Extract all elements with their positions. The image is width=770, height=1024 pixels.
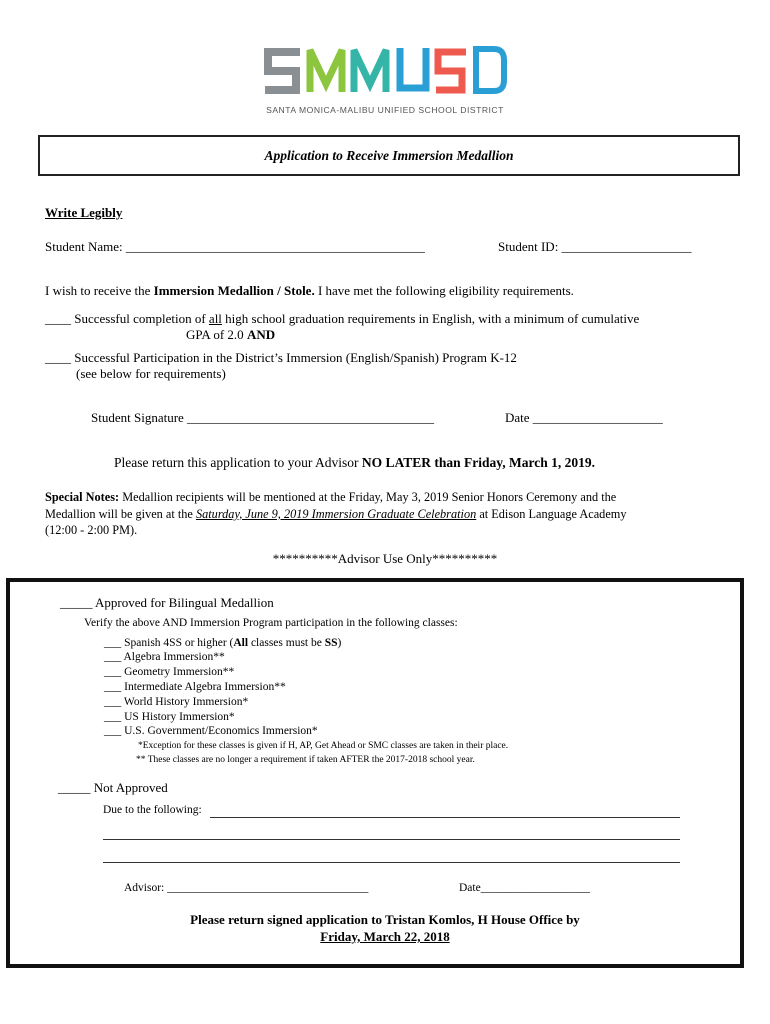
student-date-field[interactable]: Date ____________________ [505, 410, 663, 425]
class-item[interactable]: ___ Intermediate Algebra Immersion** [104, 681, 286, 693]
notes-line2-prefix: Medallion will be given at the [45, 507, 196, 521]
celebration-link[interactable]: Saturday, June 9, 2019 Immersion Graduate Celebration [195, 507, 477, 521]
due-to-label: Due to the following: [103, 804, 202, 816]
footnote-requirement: ** These classes are no longer a requirement if taken AFTER the 2017-2018 school year. [136, 755, 475, 765]
wish-bold: Immersion Medallion / Stole. [153, 283, 315, 298]
special-notes-line2 [45, 507, 627, 522]
requirement-2[interactable]: ____ Successful Participation in the District’s Immersion (English/Spanish) Program K-12 [45, 350, 517, 365]
district-logo [262, 44, 508, 119]
class-spanish-ss: SS [324, 637, 338, 649]
logo-letter-d [476, 49, 504, 91]
req1-underlined: all [208, 311, 222, 326]
notes-line2-suffix: at Edison Language Academy [476, 507, 627, 521]
document-title: Application to Receive Immersion Medallion [264, 147, 514, 163]
reason-line-2[interactable] [103, 839, 680, 840]
verify-instruction: Verify the above AND Immersion Program participation in the following classes: [84, 617, 458, 629]
class-item[interactable]: ___ U.S. Government/Economics Immersion* [104, 725, 318, 737]
smmusd-logo-mark [262, 44, 508, 102]
class-item[interactable]: ___ World History Immersion* [104, 696, 249, 708]
class-spanish-mid: classes must be [248, 637, 325, 649]
requirement-2-line2: (see below for requirements) [76, 366, 226, 381]
req1-suffix: high school graduation requirements in English, with a minimum of cumulative [221, 311, 640, 326]
class-item[interactable]: ___ Algebra Immersion** [104, 651, 225, 663]
class-item[interactable]: ___ Geometry Immersion** [104, 666, 235, 678]
requirement-1[interactable] [45, 311, 639, 327]
wish-statement [45, 283, 574, 299]
class-spanish-suffix: ) [337, 637, 342, 649]
class-spanish-prefix: ___ Spanish 4SS or higher ( [104, 637, 234, 649]
logo-letter-s [265, 52, 300, 90]
return-deadline: NO LATER than Friday, March 1, 2019. [361, 455, 595, 470]
logo-letter-m1 [310, 50, 342, 92]
req1-gpa: GPA of 2.0 [186, 327, 247, 342]
logo-letter-m2 [354, 50, 386, 92]
req1-prefix: ____ Successful completion of [45, 311, 209, 326]
special-notes-line3: (12:00 - 2:00 PM). [45, 523, 138, 537]
student-name-field[interactable]: Student Name: ______________________________________________ [45, 239, 425, 254]
not-approved-checkbox-line[interactable]: _____ Not Approved [58, 780, 168, 795]
final-deadline: Friday, March 22, 2018 [320, 929, 450, 944]
final-instruction: Please return signed application to Tristan Komlos, H House Office by [190, 912, 580, 927]
return-notice [114, 455, 595, 471]
advisor-use-only-label: **********Advisor Use Only********** [272, 551, 498, 566]
reason-line-3[interactable] [103, 862, 680, 863]
req1-and: AND [246, 327, 276, 342]
reason-line-1[interactable] [210, 817, 680, 818]
student-signature-field[interactable]: Student Signature ______________________________________ [91, 410, 435, 425]
footnote-exception: *Exception for these classes is given if H, AP, Get Ahead or SMC classes are taken in their place. [138, 741, 509, 751]
class-item[interactable]: ___ US History Immersion* [104, 711, 235, 723]
wish-suffix: I have met the following eligibility requirements. [314, 283, 574, 298]
special-notes-label: Special Notes: [45, 490, 120, 504]
title-box [38, 135, 740, 176]
class-item-spanish[interactable] [104, 637, 341, 649]
class-spanish-all: All [233, 637, 249, 649]
requirement-1-line2 [186, 327, 275, 343]
approved-checkbox-line[interactable]: _____ Approved for Bilingual Medallion [60, 595, 274, 610]
logo-letter-s2 [436, 52, 466, 90]
wish-prefix: I wish to receive the [45, 283, 154, 298]
special-notes-text: Medallion recipients will be mentioned at the Friday, May 3, 2019 Senior Honors Ceremony and the [119, 490, 617, 504]
advisor-signature-field[interactable]: Advisor: ___________________________________ [124, 882, 369, 894]
advisor-date-field[interactable]: Date___________________ [459, 882, 590, 894]
return-prefix: Please return this application to your Advisor [114, 455, 362, 470]
write-legibly-heading: Write Legibly [45, 205, 123, 220]
student-id-field[interactable]: Student ID: ____________________ [498, 239, 692, 254]
logo-caption: SANTA MONICA-MALIBU UNIFIED SCHOOL DISTRICT [266, 105, 504, 115]
logo-letter-u [400, 48, 426, 88]
special-notes-line1 [45, 490, 616, 505]
